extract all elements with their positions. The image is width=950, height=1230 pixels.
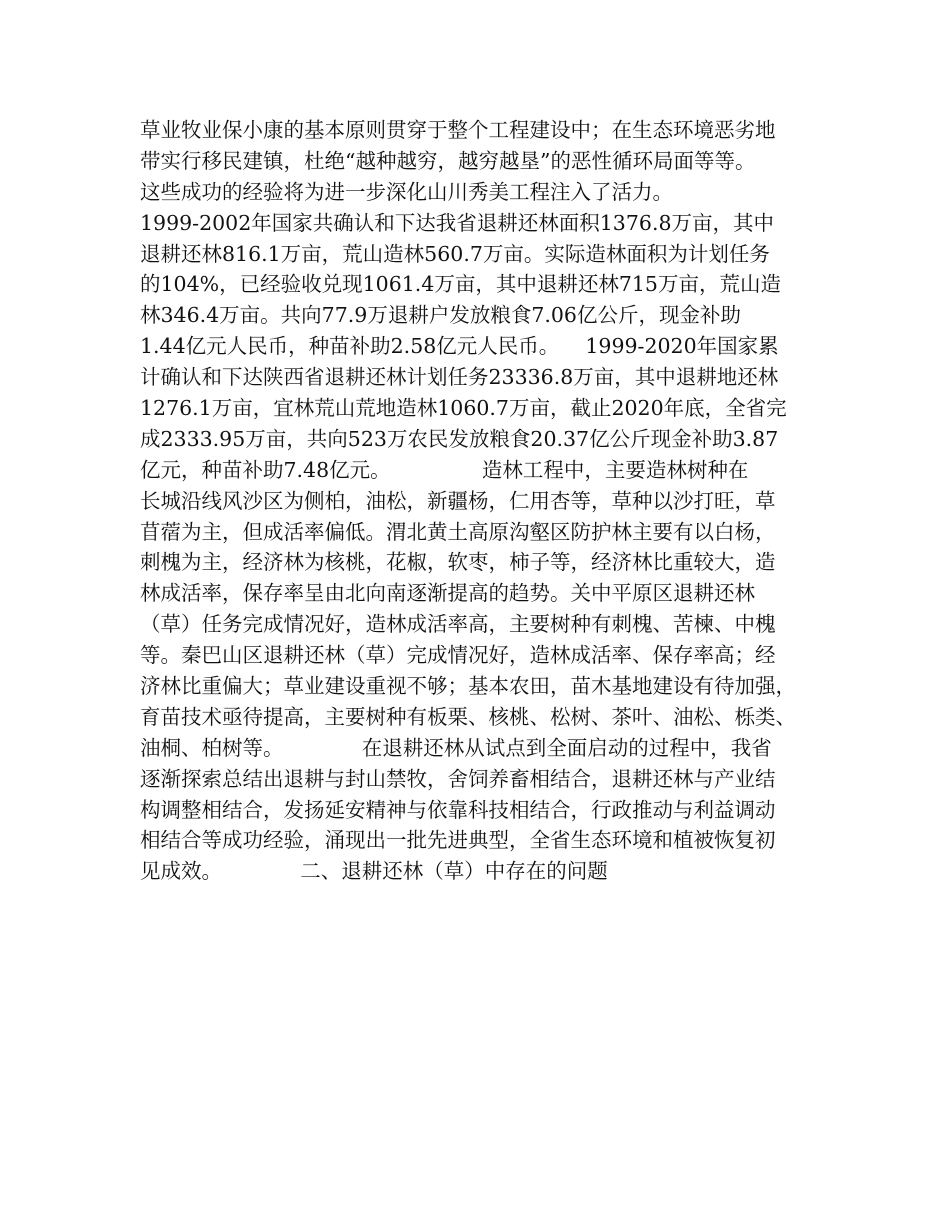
section-heading-line: 见成效。 二、退耕还林（草）中存在的问题 <box>140 859 608 884</box>
text-line: 1276.1万亩，宜林荒山荒地造林1060.7万亩，截止2020年底，全省完 <box>140 396 787 421</box>
text-line: 的104%，已经验收兑现1061.4万亩，其中退耕还林715万亩，荒山造 <box>140 272 781 297</box>
text-line: 刺槐为主，经济林为核桃，花椒，软枣，柿子等，经济林比重较大，造 <box>140 550 776 575</box>
text-line: 亿元，种苗补助7.48亿元。 造林工程中，主要造林树种在 <box>140 457 749 482</box>
text-line: 育苗技术亟待提高，主要树种有板栗、核桃、松树、茶叶、油松、栎类、 <box>140 704 796 729</box>
text-line: 成2333.95万亩，共向523万农民发放粮食20.37亿公斤现金补助3.87 <box>140 426 779 451</box>
text-line: 这些成功的经验将为进一步深化山川秀美工程注入了活力。 <box>140 179 673 204</box>
text-line: 苜蓿为主，但成活率偏低。渭北黄土高原沟壑区防护林主要有以白杨， <box>140 519 776 544</box>
text-line: 等。秦巴山区退耕还林（草）完成情况好，造林成活率、保存率高；经 <box>140 643 776 668</box>
text-line: 计确认和下达陕西省退耕还林计划任务23336.8万亩，其中退耕地还林 <box>140 365 779 390</box>
text-line: 逐渐探索总结出退耕与封山禁牧，舍饲养畜相结合，退耕还林与产业结 <box>140 766 776 791</box>
text-line: 1.44亿元人民币，种苗补助2.58亿元人民币。 1999-2020年国家累 <box>140 334 779 359</box>
text-line: 林成活率，保存率呈由北向南逐渐提高的趋势。关中平原区退耕还林 <box>140 581 755 606</box>
text-line: 退耕还林816.1万亩，荒山造林560.7万亩。实际造林面积为计划任务 <box>140 241 770 266</box>
text-line: 长城沿线风沙区为侧柏，油松，新疆杨，仁用杏等，草种以沙打旺，草 <box>140 488 776 513</box>
text-line: 构调整相结合，发扬延安精神与依靠科技相结合，行政推动与利益调动 <box>140 797 776 822</box>
text-line: 油桐、柏树等。 在退耕还林从试点到全面启动的过程中，我省 <box>140 735 772 760</box>
text-line: 林346.4万亩。共向77.9万退耕户发放粮食7.06亿公斤，现金补助 <box>140 303 741 328</box>
text-line: （草）任务完成情况好，造林成活率高，主要树种有刺槐、苦楝、中槐 <box>140 612 776 637</box>
text-line: 草业牧业保小康的基本原则贯穿于整个工程建设中；在生态环境恶劣地 <box>140 118 776 142</box>
text-line: 相结合等成功经验，涌现出一批先进典型，全省生态环境和植被恢复初 <box>140 828 776 853</box>
text-line: 带实行移民建镇，杜绝“越种越穷，越穷越垦”的恶性循环局面等等。 <box>140 148 756 173</box>
text-line: 1999-2002年国家共确认和下达我省退耕还林面积1376.8万亩，其中 <box>140 210 774 235</box>
text-line: 济林比重偏大；草业建设重视不够；基本农田，苗木基地建设有待加强， <box>140 674 796 699</box>
body-text <box>140 115 830 887</box>
